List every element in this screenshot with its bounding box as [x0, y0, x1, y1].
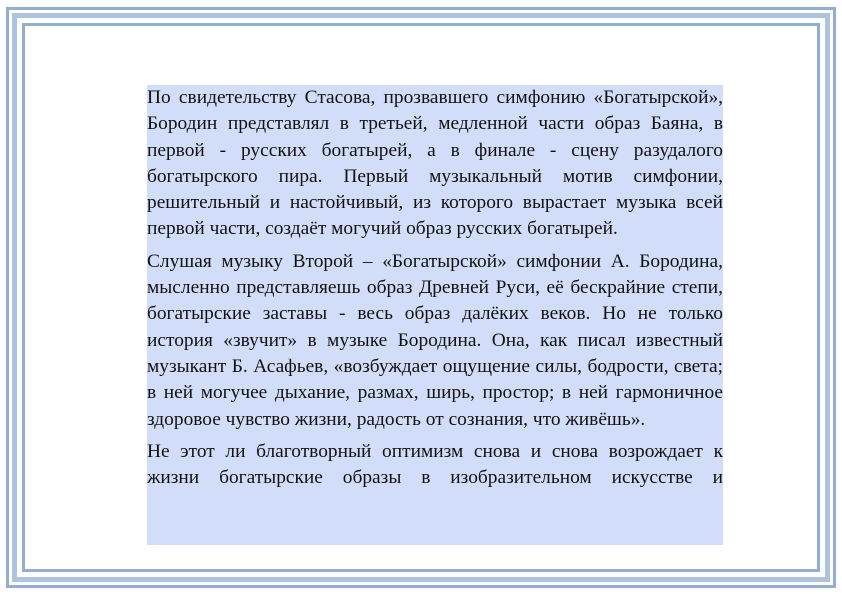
- paragraph-1: По свидетельству Стасова, прозвавшего симфонию «Богатырской», Бородин представлял в третьей, медленной части образ Баяна, в первой - русских богатырей, а в финале - сцену разудалого богатырского пира. Первый музыкальный мотив симфонии, решительный и настойчивый, из которого вырастает музыка всей первой части, создаёт могучий образ русских богатырей.: [147, 87, 723, 240]
- paragraph-3: Не этот ли благотворный оптимизм снова и снова возрождает к жизни богатырские образы в изобразительном искусстве и: [147, 440, 723, 489]
- paragraph-2: Слушая музыку Второй – «Богатырской» симфонии А. Бородина, мысленно представляешь образ Древней Руси, её бескрайние степи, богатырские заставы - весь образ далёких веков. Но не только история «звучит» в музыке Бородина. Она, как писал известный музыкант Б. Асафьев, «возбуждает ощущение силы, бодрости, света; в ней могучее дыхание, размах, ширь, простор; в ней гармоничное здоровое чувство жизни, радость от сознания, что живёшь».: [147, 250, 723, 430]
- text-block: [147, 85, 723, 545]
